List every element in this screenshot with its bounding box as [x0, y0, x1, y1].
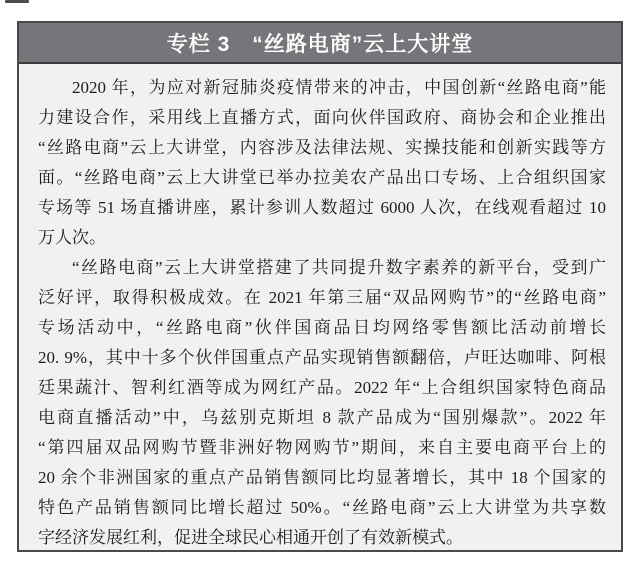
column-box-panel — [17, 21, 623, 552]
text-line: 力建设合作，采用线上直播方式，面向伙伴国政府、商协会和企业推出 — [38, 108, 606, 127]
paragraph — [38, 73, 606, 253]
text-line: 专场活动中，“丝路电商”伙伴国商品日均网络零售额比活动前增长 — [38, 318, 606, 337]
text-line: 廷果蔬汁、智利红酒等成为网红产品。2022 年“上合组织国家特色商品 — [38, 378, 606, 397]
text-line: 特色产品销售额同比增长超过 50%。“丝路电商”云上大讲堂为共享数 — [38, 498, 606, 517]
text-line: 电商直播活动”中，乌兹别克斯坦 8 款产品成为“国别爆款”。2022 年 — [38, 408, 606, 427]
text-line: 20 余个非洲国家的重点产品销售额同比均显著增长，其中 18 个国家的 — [38, 468, 606, 487]
text-line: 专场等 51 场直播讲座，累计参训人数超过 6000 人次，在线观看超过 10 — [38, 198, 606, 217]
paragraph — [38, 253, 606, 553]
panel-body — [19, 64, 621, 553]
text-line: 字经济发展红利，促进全球民心相通开创了有效新模式。 — [38, 528, 463, 547]
text-line: “丝路电商”云上大讲堂搭建了共同提升数字素养的新平台，受到广 — [72, 258, 606, 277]
text-line: 面。“丝路电商”云上大讲堂已举办拉美农产品出口专场、上合组织国家 — [38, 168, 606, 187]
text-line: “丝路电商”云上大讲堂，内容涉及法律法规、实操技能和创新实践等方 — [38, 138, 606, 157]
panel-header — [19, 23, 621, 64]
text-line: 2020 年，为应对新冠肺炎疫情带来的冲击，中国创新“丝路电商”能 — [72, 78, 606, 97]
text-line: 20. 9%，其中十多个伙伴国重点产品实现销售额翻倍，卢旺达咖啡、阿根 — [38, 348, 606, 367]
scan-edge-artifact — [5, 0, 29, 3]
panel-title: 专栏 3 “丝路电商”云上大讲堂 — [166, 32, 474, 56]
text-line: “第四届双品网购节暨非洲好物网购节”期间，来自主要电商平台上的 — [38, 438, 606, 457]
text-line: 万人次。 — [38, 228, 106, 247]
text-line: 泛好评，取得积极成效。在 2021 年第三届“双品网购节”的“丝路电商” — [38, 288, 606, 307]
